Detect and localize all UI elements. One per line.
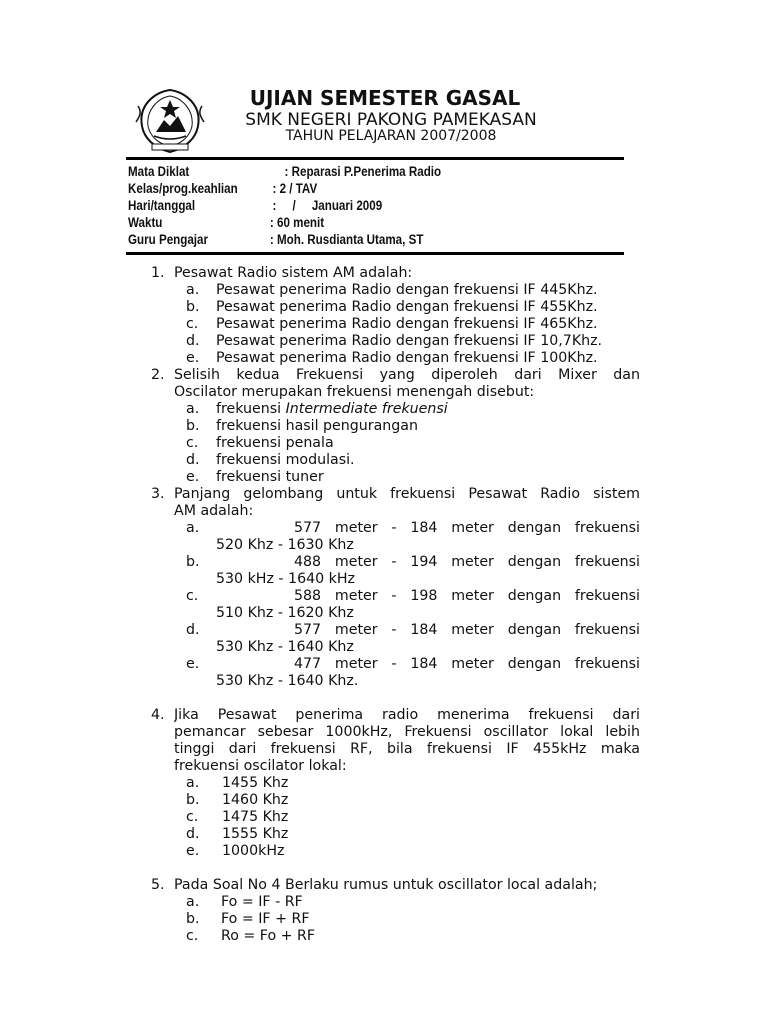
option-text: frekuensi tuner	[216, 469, 324, 485]
option-text: 1555 Khz	[222, 826, 289, 842]
option-letter: b.	[186, 911, 200, 927]
info-label: Hari/tanggal	[128, 198, 196, 213]
option-text-cont: 510 Khz - 1620 Khz	[216, 605, 354, 621]
info-label: Waktu	[128, 215, 163, 230]
option-text: Ro = Fo + RF	[221, 928, 316, 944]
option-letter: e.	[186, 469, 200, 485]
info-label: Guru Pengajar	[128, 232, 209, 247]
info-value: : / Januari 2009	[272, 198, 383, 213]
option-letter: b.	[186, 554, 200, 570]
option-text: Pesawat penerima Radio dengan frekuensi IF 465Khz.	[216, 316, 598, 332]
option-letter: b.	[186, 418, 200, 434]
question-text	[174, 265, 640, 282]
academic-year: TAHUN PELAJARAN 2007/2008	[285, 128, 497, 144]
option-text	[216, 401, 448, 418]
question-line: tinggi dari frekuensi RF, bila frekuensi IF 455kHz maka	[174, 741, 640, 757]
option-text-cont: 520 Khz - 1630 Khz	[216, 537, 354, 553]
option-text: frekuensi penala	[216, 435, 334, 451]
option-text: Pesawat penerima Radio dengan frekuensi IF 10,7Khz.	[216, 333, 603, 349]
option-letter: d.	[186, 452, 200, 468]
option-text: 577 meter - 184 meter dengan frekuensi	[294, 622, 640, 638]
option-text: 1460 Khz	[222, 792, 289, 808]
option-letter: a.	[186, 775, 200, 791]
option-text: 1000kHz	[222, 843, 285, 859]
option-letter: c.	[186, 809, 199, 825]
question-line: frekuensi oscilator lokal:	[174, 758, 347, 774]
option-letter: d.	[186, 826, 200, 842]
option-text: 488 meter - 194 meter dengan frekuensi	[294, 554, 640, 570]
question-text	[174, 707, 640, 775]
bottom-divider	[126, 252, 624, 255]
question-number: 5.	[151, 877, 165, 893]
option-letter: a.	[186, 401, 200, 417]
question-line: Pesawat Radio sistem AM adalah:	[174, 265, 413, 281]
option-letter: b.	[186, 299, 200, 315]
question-line: Selisih kedua Frekuensi yang diperoleh dari Mixer dan	[174, 367, 640, 383]
option-letter: b.	[186, 792, 200, 808]
option-letter: e.	[186, 350, 200, 366]
option-text-cont: 530 Khz - 1640 Khz	[216, 639, 354, 655]
option-letter: d.	[186, 333, 200, 349]
info-value: : Reparasi P.Penerima Radio	[284, 164, 442, 179]
option-letter: a.	[186, 894, 200, 910]
info-label: Kelas/prog.keahlian	[128, 181, 238, 196]
question-number: 4.	[151, 707, 165, 723]
info-value: : Moh. Rusdianta Utama, ST	[269, 232, 424, 247]
question-line: Pada Soal No 4 Berlaku rumus untuk oscillator local adalah;	[174, 877, 598, 893]
option-letter: e.	[186, 843, 200, 859]
school-name: SMK NEGERI PAKONG PAMEKASAN	[245, 110, 537, 130]
question-number: 2.	[151, 367, 165, 383]
option-letter: a.	[186, 282, 200, 298]
question-line: Jika Pesawat penerima radio menerima frekuensi dari	[174, 707, 640, 723]
option-text-cont: 530 kHz - 1640 kHz	[216, 571, 356, 587]
option-text: 1455 Khz	[222, 775, 289, 791]
option-text: 588 meter - 198 meter dengan frekuensi	[294, 588, 640, 604]
option-letter: c.	[186, 316, 199, 332]
question-line: Panjang gelombang untuk frekuensi Pesawat Radio sistem	[174, 486, 640, 502]
info-value: : 60 menit	[269, 215, 325, 230]
option-text: 1475 Khz	[222, 809, 289, 825]
option-text: Pesawat penerima Radio dengan frekuensi IF 100Khz.	[216, 350, 598, 366]
option-letter: c.	[186, 928, 199, 944]
top-divider	[126, 157, 624, 160]
option-text-plain: frekuensi	[216, 401, 286, 417]
option-text: Pesawat penerima Radio dengan frekuensi IF 455Khz.	[216, 299, 598, 315]
option-letter: d.	[186, 622, 200, 638]
option-text: Pesawat penerima Radio dengan frekuensi IF 445Khz.	[216, 282, 598, 298]
option-text: frekuensi hasil pengurangan	[216, 418, 418, 434]
option-text: Fo = IF - RF	[221, 894, 303, 910]
exam-title: UJIAN SEMESTER GASAL	[249, 86, 521, 110]
question-line: Oscilator merupakan frekuensi menengah disebut:	[174, 384, 535, 400]
option-text-cont: 530 Khz - 1640 Khz.	[216, 673, 359, 689]
option-letter: c.	[186, 588, 199, 604]
question-line: pemancar sebesar 1000kHz, Frekuensi oscillator lokal lebih	[174, 724, 640, 740]
question-text	[174, 486, 640, 520]
option-text: 477 meter - 184 meter dengan frekuensi	[294, 656, 640, 672]
option-text-italic: Intermediate frekuensi	[285, 401, 448, 417]
question-text	[174, 367, 640, 401]
question-number: 1.	[151, 265, 165, 281]
option-text: frekuensi modulasi.	[216, 452, 355, 468]
question-line: AM adalah:	[174, 503, 254, 519]
info-value: : 2 / TAV	[272, 181, 318, 196]
question-number: 3.	[151, 486, 165, 502]
info-label: Mata Diklat	[128, 164, 190, 179]
option-letter: a.	[186, 520, 200, 536]
question-text	[174, 877, 640, 894]
option-letter: e.	[186, 656, 200, 672]
option-text: Fo = IF + RF	[221, 911, 310, 927]
option-letter: c.	[186, 435, 199, 451]
option-text: 577 meter - 184 meter dengan frekuensi	[294, 520, 640, 536]
